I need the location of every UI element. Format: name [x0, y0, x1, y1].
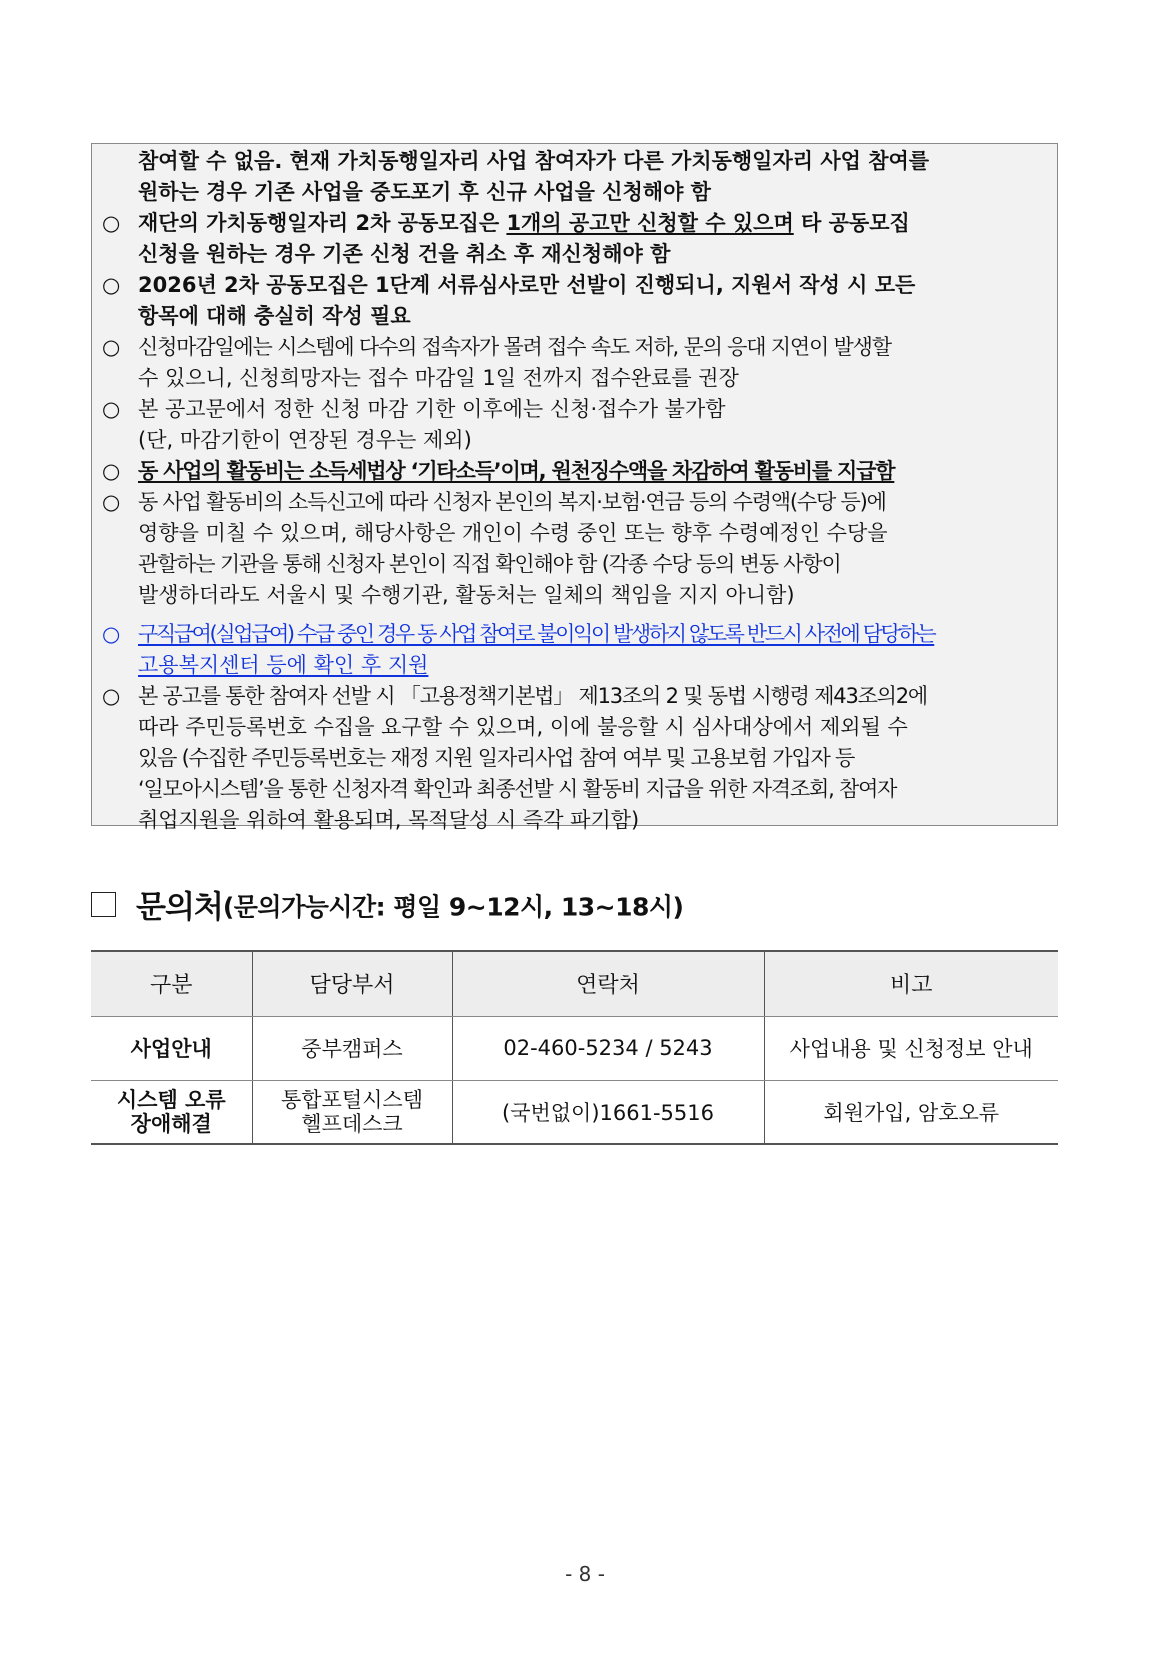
notice-text-underlined: 구직급여(실업급여) 수급 중인 경우 동 사업 참여로 불이익이 발생하지 않도록 반드시 사전에 담당하는	[138, 622, 935, 646]
notice-text: 본 공고문에서 정한 신청 마감 기한 이후에는 신청·접수가 불가함	[138, 397, 726, 421]
circle-bullet-icon: ○	[102, 335, 121, 359]
column-header: 구분	[91, 951, 252, 1016]
notice-text: 신청마감일에는 시스템에 다수의 접속자가 몰려 접수 속도 저하, 문의 응대 지연이 발생할	[138, 335, 891, 359]
contact-table	[91, 950, 1058, 1145]
note-cell: 사업내용 및 신청정보 안내	[764, 1016, 1058, 1080]
circle-bullet-icon: ○	[102, 490, 121, 514]
notice-line: 수 있으니, 신청희망자는 접수 마감일 1일 전까지 접수완료를 권장	[138, 366, 739, 390]
notice-line: 있음 (수집한 주민등록번호는 재정 지원 일자리사업 참여 여부 및 고용보험 가입자 등	[138, 746, 855, 770]
category-line: 장애해결	[130, 1111, 212, 1136]
notice-item	[102, 332, 1045, 363]
section-title: 문의처	[136, 889, 223, 926]
checkbox-icon	[91, 892, 116, 917]
spacer	[102, 611, 1045, 619]
notice-item	[102, 208, 1045, 239]
notice-text-underlined: 동 사업의 활동비는 소득세법상 ‘기타소득’이며, 원천징수액을 차감하여 활동비를 지급함	[138, 459, 895, 483]
notice-text: 타 공동모집	[801, 211, 910, 235]
notice-text-underlined: 고용복지센터 등에 확인 후 지원	[138, 653, 429, 677]
notice-item	[102, 487, 1045, 518]
column-header: 연락처	[452, 951, 764, 1016]
notice-text: 본 공고를 통한 참여자 선발 시 「고용정책기본법」 제13조의 2 및 동법 시행령 제43조의2에	[138, 684, 928, 708]
notice-text: 재단의 가치동행일자리 2차 공동모집은	[138, 211, 500, 235]
notice-line: 발생하더라도 서울시 및 수행기관, 활동처는 일체의 책임을 지지 아니함)	[138, 583, 795, 607]
column-header: 비고	[764, 951, 1058, 1016]
category-cell	[91, 1080, 252, 1144]
circle-bullet-icon: ○	[102, 459, 121, 483]
circle-bullet-icon: ○	[102, 211, 121, 235]
circle-bullet-icon: ○	[102, 622, 121, 646]
circle-bullet-icon: ○	[102, 397, 121, 421]
notice-item	[102, 456, 1045, 487]
contact-cell: 02-460-5234 / 5243	[452, 1016, 764, 1080]
notice-item	[102, 681, 1045, 712]
notice-line: 신청을 원하는 경우 기존 신청 건을 취소 후 재신청해야 함	[138, 242, 671, 266]
notice-line: 취업지원을 위하여 활용되며, 목적달성 시 즉각 파기함)	[138, 808, 640, 832]
notice-line: 관할하는 기관을 통해 신청자 본인이 직접 확인해야 함 (각종 수당 등의 변동 사항이	[138, 552, 841, 576]
page-number: - 8 -	[565, 1562, 605, 1586]
notice-line: (단, 마감기한이 연장된 경우는 제외)	[138, 428, 472, 452]
department-line: 헬프데스크	[301, 1111, 403, 1136]
section-heading	[91, 884, 683, 930]
category-cell: 사업안내	[91, 1016, 252, 1080]
contact-cell: (국번없이)1661-5516	[452, 1080, 764, 1144]
notice-item-highlight	[102, 619, 1045, 650]
notice-box	[91, 143, 1058, 832]
notice-line: 참여할 수 없음. 현재 가치동행일자리 사업 참여자가 다른 가치동행일자리 사업 참여를	[138, 149, 930, 173]
notice-line: ‘일모아시스템’을 통한 신청자격 확인과 최종선발 시 활동비 지급을 위한 자격조회, 참여자	[138, 777, 897, 801]
notice-line: 따라 주민등록번호 수집을 요구할 수 있으며, 이에 불응할 시 심사대상에서 제외될 수	[138, 715, 908, 739]
department-line: 통합포털시스템	[280, 1087, 423, 1112]
department-cell: 중부캠퍼스	[252, 1016, 452, 1080]
notice-line: 항목에 대해 충실히 작성 필요	[138, 304, 411, 328]
notice-text: 동 사업 활동비의 소득신고에 따라 신청자 본인의 복지·보험·연금 등의 수령액(수당 등)에	[138, 490, 886, 514]
table-header-row	[91, 951, 1058, 1016]
notice-text: 2026년 2차 공동모집은 1단계 서류심사로만 선발이 진행되니, 지원서 작성 시 모든	[138, 273, 916, 297]
notice-item	[102, 394, 1045, 425]
table-row	[91, 1016, 1058, 1080]
notice-item	[102, 270, 1045, 301]
circle-bullet-icon: ○	[102, 273, 121, 297]
notice-line: 영향을 미칠 수 있으며, 해당사항은 개인이 수령 중인 또는 향후 수령예정인 수당을	[138, 521, 888, 545]
notice-line: 원하는 경우 기존 사업을 중도포기 후 신규 사업을 신청해야 함	[138, 180, 711, 204]
table-row	[91, 1080, 1058, 1144]
section-subtitle: (문의가능시간: 평일 9~12시, 13~18시)	[222, 892, 684, 922]
notice-text-underlined: 1개의 공고만 신청할 수 있으며	[506, 211, 794, 235]
circle-bullet-icon: ○	[102, 684, 121, 708]
department-cell	[252, 1080, 452, 1144]
category-line: 시스템 오류	[116, 1087, 226, 1112]
note-cell: 회원가입, 암호오류	[764, 1080, 1058, 1144]
column-header: 담당부서	[252, 951, 452, 1016]
notice-line	[102, 650, 1045, 681]
